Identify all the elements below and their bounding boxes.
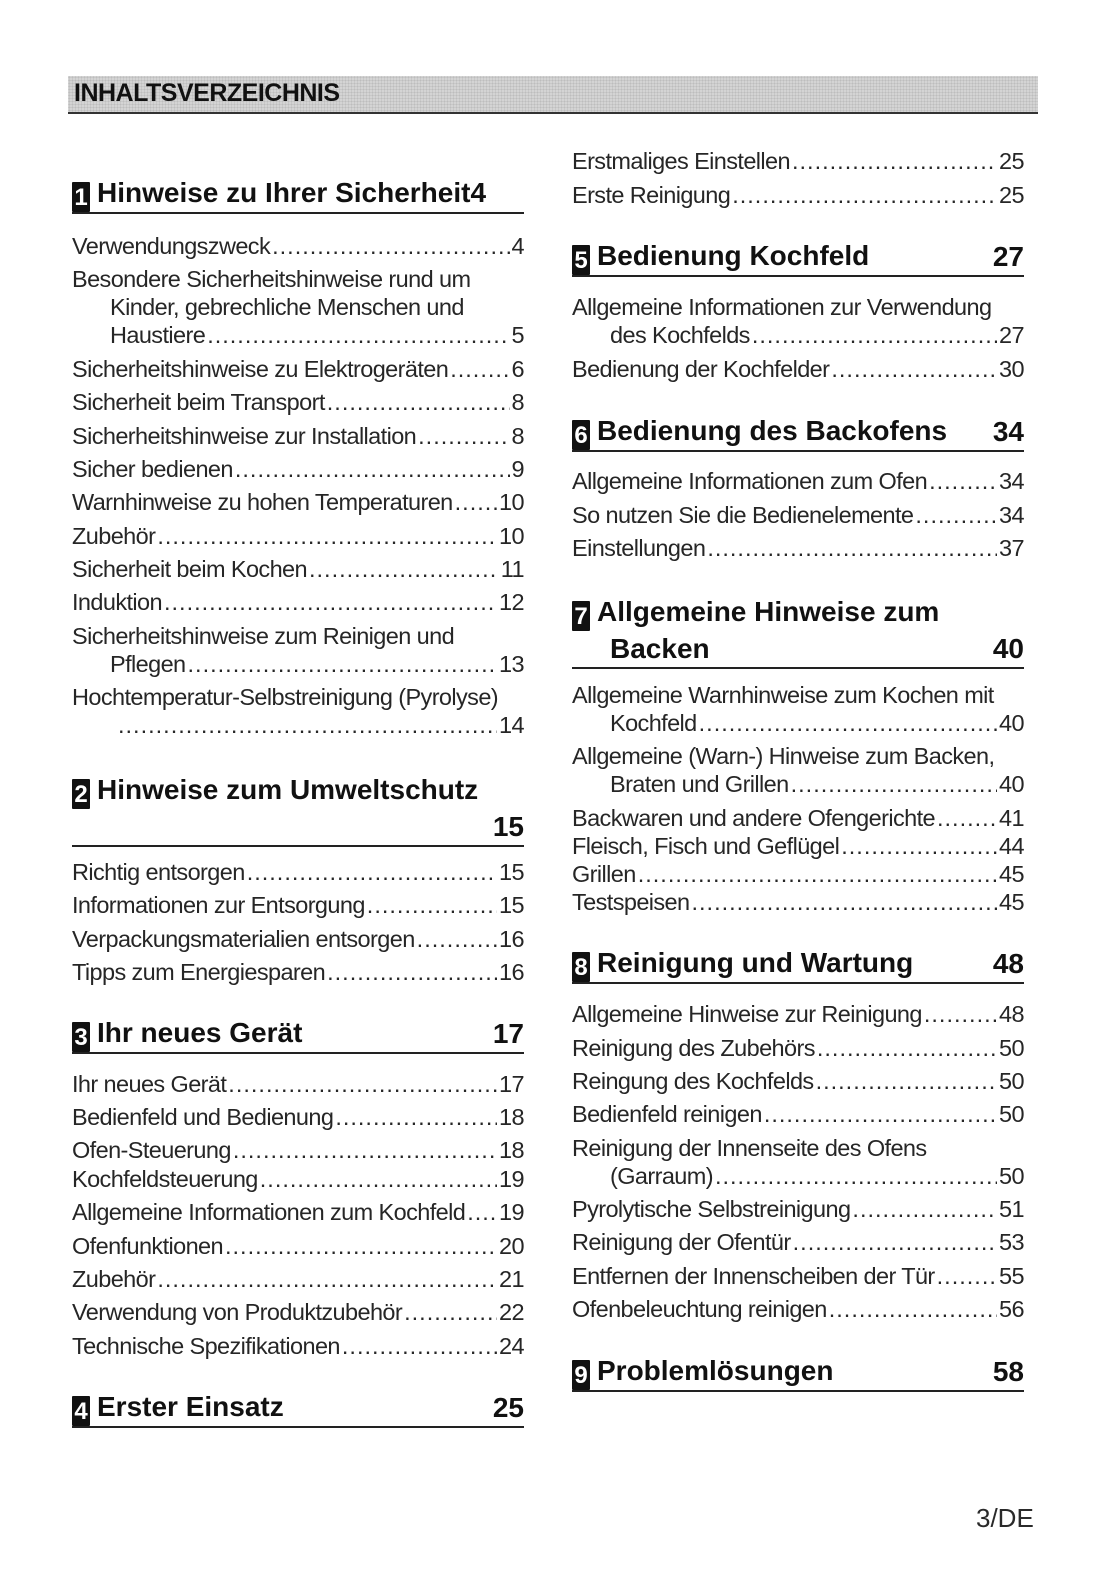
toc-entry[interactable] xyxy=(72,1198,524,1226)
leader-dots xyxy=(831,355,997,383)
section-number-badge: 1 xyxy=(72,182,90,212)
entry-text: Allgemeine Informationen zum Ofen xyxy=(572,468,928,494)
leader-dots xyxy=(829,1295,997,1323)
leader-dots xyxy=(367,891,497,919)
entry-text: Zubehör xyxy=(72,1266,156,1292)
leader-dots xyxy=(157,1265,497,1293)
section-heading-8[interactable] xyxy=(572,945,1024,984)
section-title-continued: Backen xyxy=(610,633,710,664)
leader-dots xyxy=(929,467,997,495)
toc-entry[interactable] xyxy=(72,388,524,416)
entry-page: 5 xyxy=(511,322,524,348)
section-heading-6[interactable] xyxy=(572,413,1024,452)
entry-page: 34 xyxy=(999,468,1024,494)
entry-page: 30 xyxy=(999,356,1024,382)
entry-text: Ofenfunktionen xyxy=(72,1233,223,1259)
leader-dots xyxy=(752,321,997,349)
leader-dots xyxy=(235,455,510,483)
leader-dots xyxy=(260,1165,497,1193)
toc-entry[interactable] xyxy=(72,683,524,739)
entry-page: 8 xyxy=(511,389,524,415)
toc-entry[interactable] xyxy=(72,622,524,678)
section-title: Bedienung des Backofens xyxy=(597,415,948,446)
entry-text: Allgemeine (Warn-) Hinweise zum Backen, xyxy=(572,743,995,769)
entry-text: Hochtemperatur-Selbstreinigung (Pyrolyse) xyxy=(72,684,499,710)
toc-entry[interactable] xyxy=(72,1103,524,1131)
leader-dots xyxy=(937,804,997,832)
section-page: 27 xyxy=(992,241,1024,272)
leader-dots xyxy=(715,1162,997,1190)
toc-entry[interactable] xyxy=(72,355,524,383)
entry-text-continued: Kinder, gebrechliche Menschen und xyxy=(110,294,464,320)
entry-page: 18 xyxy=(499,1137,524,1163)
leader-dots xyxy=(467,1198,497,1226)
entry-page: 45 xyxy=(999,861,1024,887)
section-title: Reinigung und Wartung xyxy=(597,947,914,978)
leader-dots xyxy=(207,321,509,349)
entry-text: Einstellungen xyxy=(572,535,706,561)
leader-dots xyxy=(188,650,498,678)
leader-dots xyxy=(841,832,997,860)
leader-dots xyxy=(816,1067,997,1095)
section-title: Erster Einsatz xyxy=(97,1391,284,1422)
leader-dots xyxy=(638,860,997,888)
section-title: Hinweise zum Umweltschutz xyxy=(97,774,479,805)
toc-entry[interactable] xyxy=(572,832,1024,860)
leader-dots xyxy=(924,1000,997,1028)
toc-entry[interactable] xyxy=(72,858,524,886)
leader-dots xyxy=(225,1232,497,1260)
entry-page: 40 xyxy=(999,710,1024,736)
leader-dots xyxy=(327,958,497,986)
entry-text: So nutzen Sie die Bedienelemente xyxy=(572,502,914,528)
entry-page: 15 xyxy=(499,859,524,885)
entry-text: Sicherheit beim Transport xyxy=(72,389,325,415)
entry-page: 37 xyxy=(999,535,1024,561)
entry-page: 50 xyxy=(999,1035,1024,1061)
section-number-badge: 2 xyxy=(72,779,90,809)
entry-text: Verwendung von Produktzubehör xyxy=(72,1299,403,1325)
toc-entry[interactable] xyxy=(572,1262,1024,1290)
entry-page: 14 xyxy=(499,712,524,738)
toc-entry[interactable] xyxy=(572,1000,1024,1028)
leader-dots xyxy=(915,501,997,529)
toc-entry[interactable] xyxy=(72,265,524,349)
toc-entry[interactable] xyxy=(572,681,1024,737)
entry-text: Sicherheitshinweise zum Reinigen und xyxy=(72,623,455,649)
entry-text: Sicherheitshinweise zur Installation xyxy=(72,423,417,449)
entry-page: 19 xyxy=(499,1166,524,1192)
leader-dots xyxy=(417,925,497,953)
toc-entry[interactable] xyxy=(72,555,524,583)
entry-page: 34 xyxy=(999,502,1024,528)
toc-entry[interactable] xyxy=(72,232,524,260)
entry-page: 44 xyxy=(999,833,1024,859)
leader-dots xyxy=(342,1332,497,1360)
entry-text-continued: des Kochfelds xyxy=(610,322,750,348)
entry-text-continued: Braten und Grillen xyxy=(610,771,789,797)
entry-text: Fleisch, Fisch und Geflügel xyxy=(572,833,840,859)
toc-entry[interactable] xyxy=(72,1136,524,1164)
section-number-badge: 6 xyxy=(572,420,590,450)
section-heading-4[interactable] xyxy=(72,1389,524,1428)
toc-entry[interactable] xyxy=(72,1165,524,1193)
entry-page: 16 xyxy=(499,959,524,985)
toc-entry[interactable] xyxy=(72,1298,524,1326)
section-number-badge: 7 xyxy=(572,601,590,631)
leader-dots xyxy=(852,1195,997,1223)
entry-text: Testspeisen xyxy=(572,889,690,915)
entry-text: Bedienfeld reinigen xyxy=(572,1101,762,1127)
page-number: 3/DE xyxy=(976,1503,1034,1533)
section-number-badge: 3 xyxy=(72,1022,90,1052)
section-page: 34 xyxy=(992,416,1024,447)
toc-entry[interactable] xyxy=(572,1134,1024,1190)
entry-page: 22 xyxy=(499,1299,524,1325)
leader-dots xyxy=(247,858,497,886)
entry-page: 51 xyxy=(999,1196,1024,1222)
toc-title: INHALTSVERZEICHNIS xyxy=(74,79,340,107)
leader-dots xyxy=(793,1228,997,1256)
entry-page: 45 xyxy=(999,889,1024,915)
leader-dots xyxy=(692,888,998,916)
entry-page: 24 xyxy=(499,1333,524,1359)
section-page: 40 xyxy=(992,633,1024,664)
entry-page: 50 xyxy=(999,1068,1024,1094)
entry-page: 13 xyxy=(499,651,524,677)
toc-entry[interactable] xyxy=(72,588,524,616)
entry-page: 15 xyxy=(499,892,524,918)
entry-page: 20 xyxy=(499,1233,524,1259)
entry-page: 40 xyxy=(999,771,1024,797)
entry-text: Technische Spezifikationen xyxy=(72,1333,340,1359)
entry-text: Ihr neues Gerät xyxy=(72,1071,227,1097)
toc-entry[interactable] xyxy=(572,804,1024,832)
entry-text: Tipps zum Energiesparen xyxy=(72,959,326,985)
entry-page: 48 xyxy=(999,1001,1024,1027)
leader-dots xyxy=(699,709,997,737)
leader-dots xyxy=(327,388,510,416)
entry-page: 53 xyxy=(999,1229,1024,1255)
entry-page: 11 xyxy=(500,556,524,582)
entry-text: Zubehör xyxy=(72,523,156,549)
entry-text: Entfernen der Innenscheiben der Tür xyxy=(572,1263,935,1289)
toc-header-bar xyxy=(68,76,1038,114)
toc-entry[interactable] xyxy=(72,455,524,483)
entry-text: Bedienung der Kochfelder xyxy=(572,356,830,382)
entry-text: Informationen zur Entsorgung xyxy=(72,892,365,918)
section-number-badge: 5 xyxy=(572,245,590,275)
entry-text: Pyrolytische Selbstreinigung xyxy=(572,1196,851,1222)
toc-entry[interactable] xyxy=(72,1332,524,1360)
leader-dots xyxy=(455,488,497,516)
entry-text: Erstmaliges Einstellen xyxy=(572,148,790,174)
entry-page: 17 xyxy=(499,1071,524,1097)
entry-text: Induktion xyxy=(72,589,162,615)
leader-dots xyxy=(707,534,997,562)
leader-dots xyxy=(817,1034,997,1062)
toc-entry[interactable] xyxy=(72,488,524,516)
entry-page: 16 xyxy=(499,926,524,952)
leader-dots xyxy=(937,1262,997,1290)
entry-text: Allgemeine Warnhinweise zum Kochen mit xyxy=(572,682,994,708)
leader-dots xyxy=(335,1103,497,1131)
leader-dots xyxy=(157,522,497,550)
entry-page: 50 xyxy=(999,1163,1024,1189)
section-heading-2[interactable] xyxy=(72,772,524,847)
section-number-badge: 4 xyxy=(72,1396,90,1426)
entry-text: Reinigung der Ofentür xyxy=(572,1229,791,1255)
entry-text: Sicherheit beim Kochen xyxy=(72,556,307,582)
toc-entry[interactable] xyxy=(572,1195,1024,1223)
toc-entry[interactable] xyxy=(72,522,524,550)
toc-entry[interactable] xyxy=(572,355,1024,383)
section-page: 25 xyxy=(492,1392,524,1423)
entry-page: 8 xyxy=(511,423,524,449)
entry-page: 25 xyxy=(999,148,1024,174)
section-title: Bedienung Kochfeld xyxy=(597,240,870,271)
entry-text: Sicherheitshinweise zu Elektrogeräten xyxy=(72,356,449,382)
leader-dots xyxy=(764,1100,997,1128)
section-heading-9[interactable] xyxy=(572,1353,1024,1392)
entry-text: Allgemeine Informationen zur Verwendung xyxy=(572,294,992,320)
toc-entry[interactable] xyxy=(72,422,524,450)
toc-entry[interactable] xyxy=(572,1295,1024,1323)
section-number-badge: 8 xyxy=(572,952,590,982)
leader-dots xyxy=(228,1070,497,1098)
entry-text: Erste Reinigung xyxy=(572,182,731,208)
toc-entry[interactable] xyxy=(572,181,1024,209)
entry-text: Reingung des Kochfelds xyxy=(572,1068,814,1094)
entry-text: Sicher bedienen xyxy=(72,456,233,482)
toc-entry[interactable] xyxy=(572,1228,1024,1256)
toc-entry[interactable] xyxy=(572,147,1024,175)
toc-entry[interactable] xyxy=(572,1034,1024,1062)
section-heading-7[interactable] xyxy=(572,594,1024,669)
entry-text: Verpackungsmaterialien entsorgen xyxy=(72,926,415,952)
entry-page: 25 xyxy=(999,182,1024,208)
entry-page: 12 xyxy=(499,589,524,615)
toc-entry[interactable] xyxy=(72,1232,524,1260)
toc-entry[interactable] xyxy=(572,534,1024,562)
section-heading-5[interactable] xyxy=(572,238,1024,277)
toc-entry[interactable] xyxy=(572,501,1024,529)
entry-text: Reinigung der Innenseite des Ofens xyxy=(572,1135,927,1161)
leader-dots xyxy=(233,1136,497,1164)
entry-text-continued: (Garraum) xyxy=(610,1163,713,1189)
entry-text: Allgemeine Hinweise zur Reinigung xyxy=(572,1001,922,1027)
section-title: Allgemeine Hinweise zum xyxy=(597,596,940,627)
toc-entry[interactable] xyxy=(572,860,1024,888)
toc-entry[interactable] xyxy=(72,1265,524,1293)
leader-dots xyxy=(791,770,997,798)
section-heading-1[interactable] xyxy=(72,175,524,214)
toc-entry[interactable] xyxy=(572,1067,1024,1095)
toc-entry[interactable] xyxy=(572,1100,1024,1128)
entry-text: Allgemeine Informationen zum Kochfeld xyxy=(72,1199,466,1225)
entry-page: 6 xyxy=(511,356,524,382)
section-heading-3[interactable] xyxy=(72,1015,524,1054)
entry-page: 18 xyxy=(499,1104,524,1130)
leader-dots xyxy=(732,181,997,209)
entry-page: 19 xyxy=(499,1199,524,1225)
entry-text: Kochfeldsteuerung xyxy=(72,1166,258,1192)
section-page: 58 xyxy=(992,1356,1024,1387)
entry-page: 56 xyxy=(999,1296,1024,1322)
leader-dots xyxy=(118,711,497,739)
entry-text-continued: Haustiere xyxy=(110,322,206,348)
entry-text: Warnhinweise zu hohen Temperaturen xyxy=(72,489,453,515)
entry-text-continued: Kochfeld xyxy=(610,710,697,736)
section-title: Ihr neues Gerät xyxy=(97,1017,303,1048)
entry-text-continued: Pflegen xyxy=(110,651,186,677)
entry-text: Richtig entsorgen xyxy=(72,859,245,885)
toc-entry[interactable] xyxy=(572,293,1024,349)
section-page: 48 xyxy=(992,948,1024,979)
toc-entry[interactable] xyxy=(572,888,1024,916)
entry-text: Grillen xyxy=(572,861,636,887)
entry-page: 27 xyxy=(999,322,1024,348)
leader-dots xyxy=(309,555,499,583)
toc-entry[interactable] xyxy=(72,925,524,953)
entry-text: Ofen-Steuerung xyxy=(72,1137,231,1163)
toc-entry[interactable] xyxy=(72,958,524,986)
entry-page: 4 xyxy=(511,233,524,259)
entry-page: 10 xyxy=(499,489,524,515)
entry-text: Backwaren und andere Ofengerichte xyxy=(572,805,935,831)
toc-entry[interactable] xyxy=(572,742,1024,798)
toc-entry[interactable] xyxy=(72,1070,524,1098)
entry-page: 50 xyxy=(999,1101,1024,1127)
leader-dots xyxy=(272,232,509,260)
entry-page: 21 xyxy=(499,1266,524,1292)
entry-page: 41 xyxy=(999,805,1024,831)
section-number-badge: 9 xyxy=(572,1360,590,1390)
leader-dots xyxy=(450,355,509,383)
leader-dots xyxy=(792,147,997,175)
section-page: 15 xyxy=(492,811,524,842)
section-page: 4 xyxy=(470,177,487,208)
entry-page: 55 xyxy=(999,1263,1024,1289)
toc-entry[interactable] xyxy=(572,467,1024,495)
section-page: 17 xyxy=(492,1018,524,1049)
entry-text: Reinigung des Zubehörs xyxy=(572,1035,815,1061)
entry-text: Verwendungszweck xyxy=(72,233,271,259)
entry-text: Bedienfeld und Bedienung xyxy=(72,1104,334,1130)
entry-page: 9 xyxy=(511,456,524,482)
leader-dots xyxy=(404,1298,497,1326)
entry-page: 10 xyxy=(499,523,524,549)
toc-entry[interactable] xyxy=(72,891,524,919)
section-title: Problemlösungen xyxy=(597,1355,834,1386)
section-title: Hinweise zu Ihrer Sicherheit xyxy=(97,177,471,208)
entry-text: Ofenbeleuchtung reinigen xyxy=(572,1296,827,1322)
leader-dots xyxy=(164,588,497,616)
entry-text: Besondere Sicherheitshinweise rund um xyxy=(72,266,471,292)
leader-dots xyxy=(418,422,509,450)
